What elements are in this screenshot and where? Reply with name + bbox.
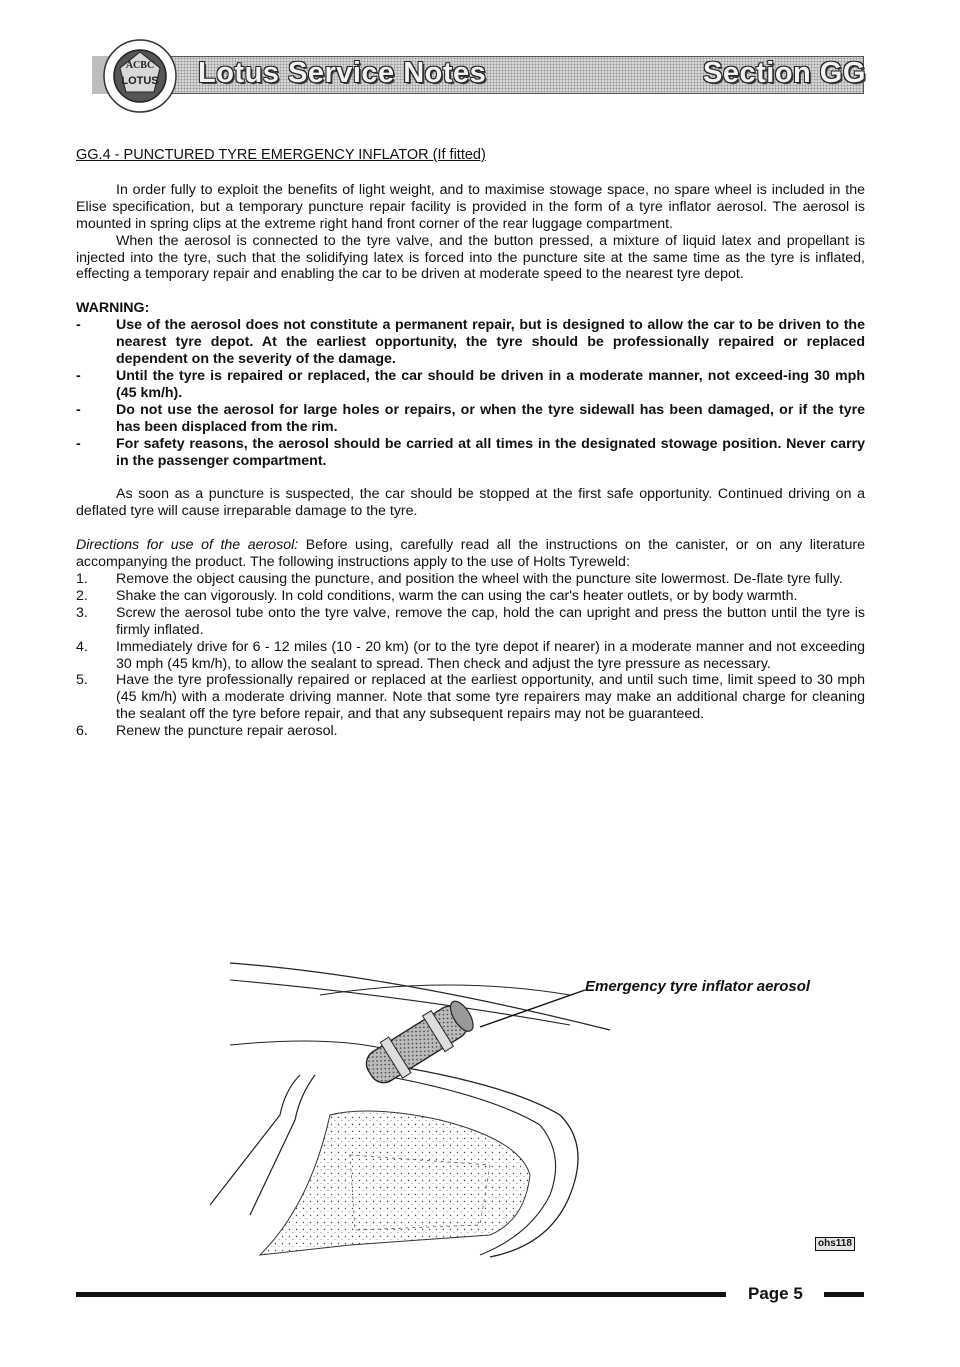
warning-title: WARNING:	[76, 300, 150, 317]
banner-section-label: Section GG	[703, 57, 866, 89]
step-item: 1. Remove the object causing the puncture, and position the wheel with the puncture site lowermost. De-flate tyre fully.	[76, 571, 843, 588]
intro-paragraph: In order fully to exploit the benefits of light weight, and to maximise stowage space, no spare wheel is included in the Elise specification, but a temporary puncture repair facility is provided in the form of a tyre inflator aerosol. The aerosol is mounted in spring clips at the extreme right hand front corner of the rear luggage compartment.	[76, 181, 865, 232]
bullet-dash: -	[76, 317, 81, 334]
directions-paragraph	[76, 537, 865, 571]
directions-text: Before using, carefully read all the instructions on the canister, or on any literature accompanying the product. The following instructions apply to the use of Holts Tyreweld:	[76, 537, 865, 571]
banner-title: Lotus Service Notes	[198, 57, 487, 89]
footer-rule-tail	[824, 1292, 864, 1297]
warning-item: - Do not use the aerosol for large holes or repairs, or when the tyre sidewall has been damaged, or if the tyre has been displaced from the rim.	[76, 401, 865, 435]
svg-text:ACBC: ACBC	[125, 60, 155, 71]
puncture-paragraph: As soon as a puncture is suspected, the car should be stopped at the first safe opportunity. Continued driving on a deflated tyre will cause irreparable damage to the tyre.	[76, 486, 865, 520]
step-item: 3. Screw the aerosol tube onto the tyre valve, remove the cap, hold the can upright and press the button until the tyre is firmly inflated.	[76, 604, 865, 638]
step-item: 2. Shake the can vigorously. In cold conditions, warm the can using the car's heater outlets, or by body warmth.	[76, 587, 798, 604]
directions-lead: Directions for use of the aerosol:	[76, 537, 299, 554]
intro-paragraph: When the aerosol is connected to the tyre valve, and the button pressed, a mixture of liquid latex and propellant is injected into the tyre, such that the solidifying latex is forced into the puncture site at the same time as the tyre is inflated, effecting a temporary repair and enabling the car to be driven at moderate speed to the nearest tyre depot.	[76, 232, 865, 283]
document-body	[76, 147, 865, 740]
step-item: 5. Have the tyre professionally repaired or replaced at the earliest opportunity, and until such time, limit speed to 30 mph (45 km/h) with a moderate driving manner. Note that some tyre repairers may make an additional charge for cleaning the sealant off the tyre before repair, and that any subsequent repairs may not be guaranteed.	[76, 672, 865, 723]
footer-rule	[76, 1292, 726, 1297]
bullet-dash: -	[76, 367, 81, 384]
warning-item: - For safety reasons, the aerosol should be carried at all times in the designated stowage position. Never carry in the passenger compartment.	[76, 435, 865, 469]
step-item: 4. Immediately drive for 6 - 12 miles (10 - 20 km) (or to the tyre depot if nearer) in a moderate manner and not exceeding 30 mph (45 km/h), to allow the sealant to spread. Then check and adjust the tyre pressure as necessary.	[76, 638, 865, 672]
instruction-steps	[76, 571, 865, 740]
lotus-logo-icon	[102, 38, 178, 114]
figure-code: ohs118	[815, 1237, 855, 1251]
page-number: Page 5	[748, 1284, 803, 1303]
logo-text: LOTUS	[121, 75, 159, 87]
figure-label: Emergency tyre inflator aerosol	[585, 978, 811, 995]
warning-item: - Until the tyre is repaired or replaced, the car should be driven in a moderate manner, not exceed-ing 30 mph (45 km/h).	[76, 367, 865, 401]
warning-list	[76, 317, 865, 469]
bullet-dash: -	[76, 435, 81, 452]
section-heading: GG.4 - PUNCTURED TYRE EMERGENCY INFLATOR (If fitted)	[76, 147, 486, 163]
step-item: 6. Renew the puncture repair aerosol.	[76, 723, 338, 740]
bullet-dash: -	[76, 401, 81, 418]
warning-item: - Use of the aerosol does not constitute a permanent repair, but is designed to allow the car to be driven to the nearest tyre depot. At the earliest opportunity, the tyre should be professionally repaired or replaced dependent on the severity of the damage.	[76, 317, 865, 368]
luggage-compartment-illustration	[190, 955, 640, 1260]
